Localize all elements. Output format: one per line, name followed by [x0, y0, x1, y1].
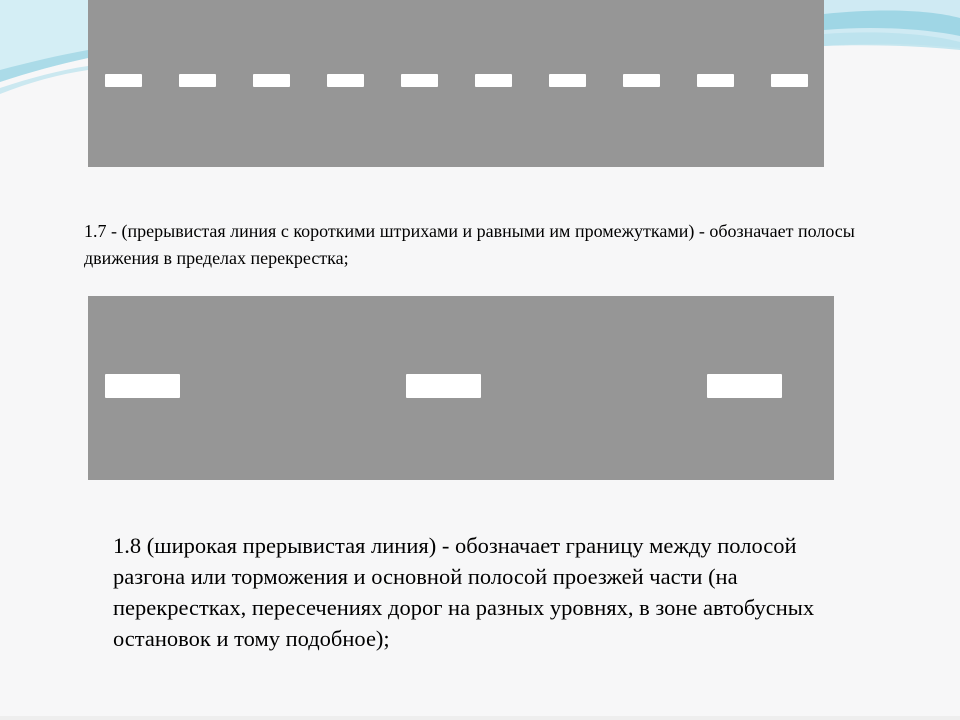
dash-wide [105, 374, 180, 398]
dash-wide [406, 374, 481, 398]
road-marking-1-8 [88, 296, 834, 480]
dash-short [475, 74, 512, 87]
dash-short [401, 74, 438, 87]
dash-wide [707, 374, 782, 398]
dash-short [771, 74, 808, 87]
caption-marking-1-8: 1.8 (широкая прерывистая линия) - обозначает границу между полосой разгона или торможения и основной полосой проезжей части (на перекрестках, пересечениях дорог на разных уровнях, в зоне автобусных остановок и тому подобное); [113, 533, 815, 651]
dash-short [179, 74, 216, 87]
dash-short [253, 74, 290, 87]
caption-marking-1-7: 1.7 - (прерывистая линия с короткими штрихами и равными им промежутками) - обозначает полосы движения в пределах перекрестка; [84, 221, 855, 268]
dash-short [623, 74, 660, 87]
dash-short [105, 74, 142, 87]
road-marking-1-7 [88, 0, 824, 167]
dash-short [549, 74, 586, 87]
dash-short [327, 74, 364, 87]
dash-short [697, 74, 734, 87]
